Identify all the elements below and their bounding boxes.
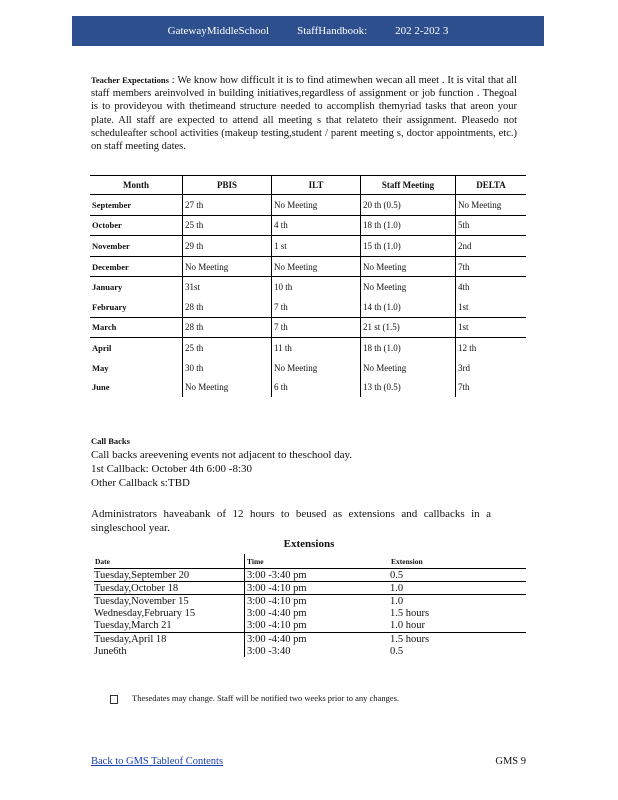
- table-cell: No Meeting: [183, 256, 272, 277]
- other-callbacks-line: Other Callback s:TBD: [91, 477, 190, 489]
- back-to-contents-link[interactable]: Back to GMS Tableof Contents: [91, 756, 224, 767]
- call-backs-section: [91, 434, 521, 490]
- table-row: [94, 645, 526, 657]
- table-cell: No Meeting: [361, 256, 456, 277]
- table-cell: 25 th: [183, 338, 272, 358]
- table-row: [90, 377, 526, 397]
- bullet-box-icon: [110, 695, 118, 704]
- table-row: [90, 256, 526, 277]
- month-cell: February: [92, 301, 127, 312]
- table-cell: 7 th: [272, 317, 361, 338]
- table-cell: No Meeting: [183, 377, 272, 397]
- table-cell: No Meeting: [272, 256, 361, 277]
- table-cell: 3:00 -4:40 pm: [245, 632, 391, 645]
- page-number: GMS 9: [495, 756, 526, 767]
- table-cell: 3:00 -4:10 pm: [245, 582, 391, 595]
- table-row: [90, 195, 526, 216]
- table-cell: 1.0 hour: [390, 620, 425, 632]
- table-cell: 3:00 -4:10 pm: [245, 620, 391, 633]
- table-row: [90, 215, 526, 236]
- table-cell: No Meeting: [456, 195, 527, 216]
- table-cell: Tuesday,November 15: [94, 595, 189, 607]
- handbook-label: StaffHandbook:: [297, 25, 368, 37]
- table-cell: Tuesday,April 18: [94, 632, 245, 645]
- month-cell: October: [90, 215, 183, 236]
- table-cell: 1.5 hours: [390, 608, 430, 620]
- table-cell: 4 th: [272, 215, 361, 236]
- table-cell: 27 th: [183, 195, 272, 216]
- table-cell: 7th: [456, 377, 527, 397]
- column-header: Time: [245, 554, 391, 569]
- table-cell: 10 th: [272, 277, 361, 297]
- table-cell: 1.5 hours: [390, 632, 526, 645]
- table-header-row: [94, 554, 526, 569]
- table-cell: 31st: [183, 277, 272, 297]
- table-cell: Tuesday,October 18: [94, 582, 245, 595]
- table-cell: Tuesday,March 21: [94, 620, 172, 632]
- table-cell: 11 th: [272, 338, 361, 358]
- table-cell: 28 th: [183, 317, 272, 338]
- table-cell: 1.0: [390, 582, 526, 595]
- table-cell: 28 th: [183, 297, 272, 317]
- section-heading: Teacher Expectations: [91, 75, 169, 85]
- table-row: [90, 297, 526, 317]
- month-cell: June: [92, 382, 110, 393]
- month-cell: January: [90, 277, 183, 297]
- month-cell: May: [92, 362, 109, 373]
- table-cell: 7 th: [272, 297, 361, 317]
- teacher-expectations: [91, 74, 517, 153]
- table-row: [90, 358, 526, 378]
- table-cell: 3:00 -4:10 pm: [245, 595, 391, 608]
- table-cell: 1 st: [272, 236, 361, 257]
- table-row: [94, 582, 526, 595]
- column-header: DELTA: [456, 176, 527, 195]
- call-backs-heading: Call Backs: [91, 436, 130, 446]
- table-cell: 1.0: [390, 595, 404, 607]
- expectations-text: : We know how difficult it is to find atimewhen wecan all meet . It is vital that all staff members areinvolved in building initiatives,regardless of assignment or job function . Thegoal is to provideyou with thetimeand structure needed to accomplish themyriad tasks that areon your plate. All staff are expected to attend all meeting s that relateto their assignment. Pleasedo not scheduleafter school activities (makeup testing,student / parent meeting s, doctor appointments, etc.) on staff meeting dates.: [91, 75, 518, 153]
- month-cell: September: [90, 195, 183, 216]
- extensions-title: Extensions: [283, 538, 335, 550]
- column-header: Extension: [390, 554, 526, 569]
- table-cell: 2nd: [456, 236, 527, 257]
- table-row: [94, 595, 526, 608]
- table-cell: 0.5: [390, 569, 404, 581]
- table-cell: 15 th (1.0): [361, 236, 456, 257]
- month-cell: December: [90, 256, 183, 277]
- administrators-paragraph: Administrators haveabank of 12 hours to beused as extensions and callbacks in a singleschool year.: [91, 508, 491, 534]
- table-row: [90, 277, 526, 297]
- schedule-note: [110, 693, 399, 704]
- page-header: [72, 16, 544, 46]
- month-cell: March: [90, 317, 183, 338]
- note-text: Thesedates may change. Staff will be notified two weeks prior to any changes.: [132, 693, 400, 703]
- table-cell: 29 th: [183, 236, 272, 257]
- school-year: 202 2-202 3: [395, 25, 449, 37]
- column-header: ILT: [272, 176, 361, 195]
- table-cell: 7th: [456, 256, 527, 277]
- table-cell: 1st: [456, 297, 527, 317]
- table-cell: 18 th (1.0): [361, 215, 456, 236]
- extensions-table: [94, 554, 526, 657]
- table-cell: 6 th: [272, 377, 361, 397]
- table-cell: 3:00 -4:40 pm: [245, 608, 391, 620]
- table-cell: 5th: [456, 215, 527, 236]
- column-header: Staff Meeting: [361, 176, 456, 195]
- meeting-schedule-table: [90, 175, 526, 397]
- column-header: PBIS: [183, 176, 272, 195]
- table-row: [94, 608, 526, 620]
- table-cell: No Meeting: [361, 277, 456, 297]
- column-header: Month: [90, 176, 183, 195]
- table-header-row: [90, 176, 526, 195]
- table-cell: June6th: [94, 645, 127, 657]
- table-cell: 30 th: [183, 358, 272, 378]
- month-cell: November: [90, 236, 183, 257]
- table-row: [94, 620, 526, 633]
- school-name: GatewayMiddleSchool: [167, 25, 270, 37]
- table-cell: 3rd: [456, 358, 527, 378]
- table-row: [94, 569, 526, 582]
- first-callback-line: 1st Callback: October 4th 6:00 -8:30: [91, 463, 252, 475]
- table-cell: 20 th (0.5): [361, 195, 456, 216]
- table-row: [90, 317, 526, 338]
- column-header: Date: [94, 554, 245, 569]
- table-cell: Wednesday,February 15: [94, 608, 196, 620]
- table-row: [90, 236, 526, 257]
- table-cell: No Meeting: [272, 358, 361, 378]
- table-cell: 1st: [456, 317, 527, 338]
- table-cell: No Meeting: [361, 358, 456, 378]
- table-cell: 14 th (1.0): [361, 297, 456, 317]
- table-row: [94, 632, 526, 645]
- table-cell: 21 st (1.5): [361, 317, 456, 338]
- month-cell: April: [90, 338, 183, 358]
- table-cell: 12 th: [456, 338, 527, 358]
- table-cell: 25 th: [183, 215, 272, 236]
- call-backs-line: Call backs areevening events not adjacent to theschool day.: [91, 449, 353, 461]
- table-cell: 3:00 -3:40: [245, 645, 391, 657]
- table-cell: 0.5: [390, 645, 404, 657]
- table-cell: 4th: [456, 277, 527, 297]
- table-row: [90, 338, 526, 358]
- table-cell: 13 th (0.5): [361, 377, 456, 397]
- table-cell: 3:00 -3:40 pm: [245, 569, 391, 582]
- table-cell: 18 th (1.0): [361, 338, 456, 358]
- table-cell: No Meeting: [272, 195, 361, 216]
- table-cell: Tuesday,September 20: [94, 569, 190, 581]
